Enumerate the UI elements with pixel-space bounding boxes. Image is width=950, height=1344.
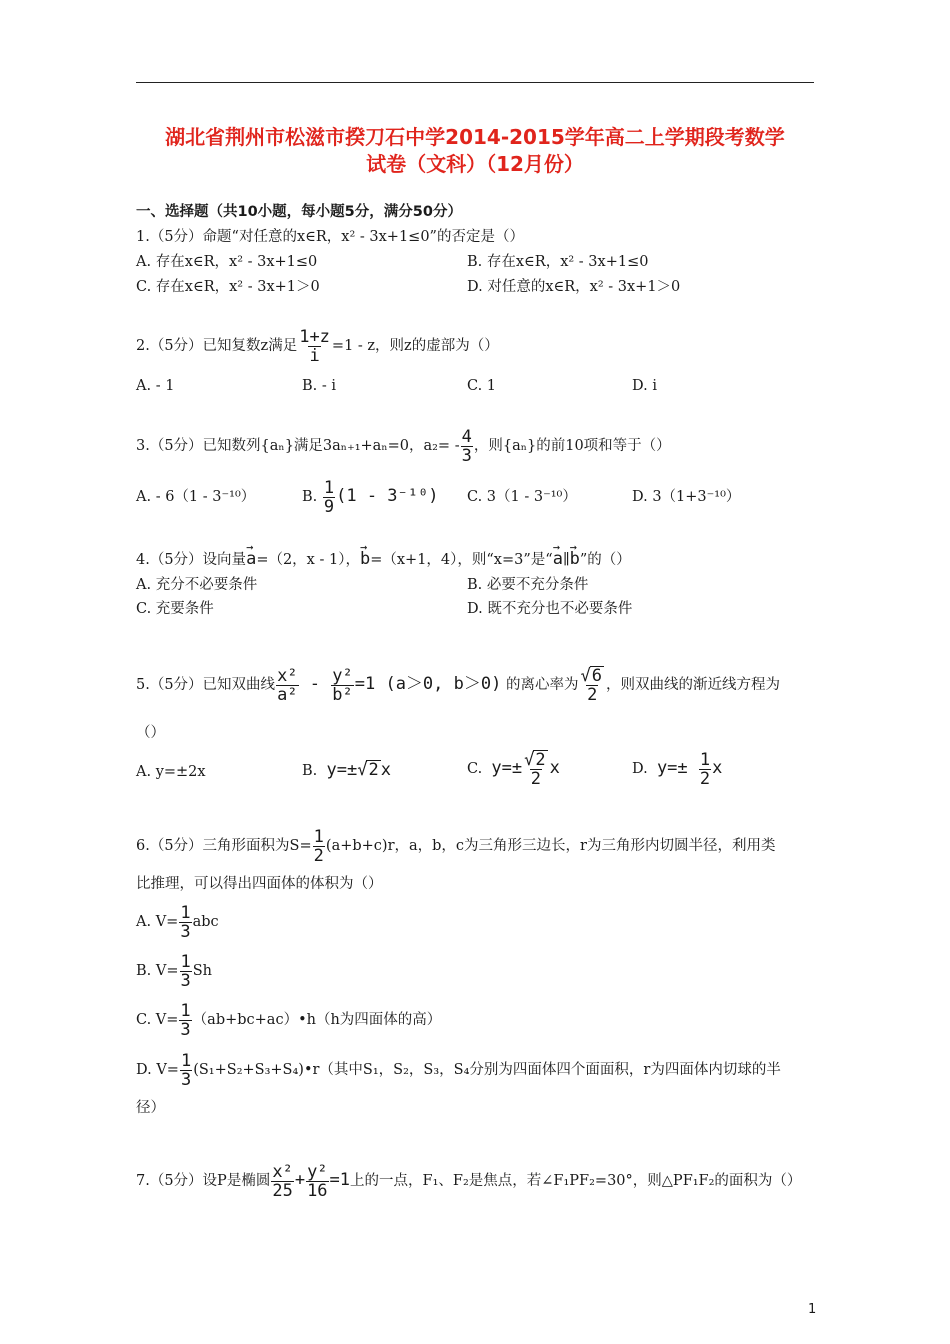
q6-half-den: 2 bbox=[313, 845, 324, 866]
q5-option-b-pre: y=± bbox=[326, 760, 358, 780]
q6-option-d-line2: 径） bbox=[136, 1100, 165, 1116]
q4-part3: =（x+1，4），则“x=3”是“ bbox=[370, 552, 553, 568]
q5-post: ，则双曲线的渐近线方程为 bbox=[605, 677, 780, 693]
q6-option-c-frac bbox=[179, 1002, 191, 1039]
q3-option-b-post: (1 - 3⁻¹⁰) bbox=[336, 486, 439, 506]
q2-pre: 2.（5分）已知复数z满足 bbox=[136, 338, 298, 354]
q3-option-b-den: 9 bbox=[323, 496, 335, 517]
q5-option-b-radicand: 2 bbox=[368, 760, 379, 780]
q5-mid2: 的离心率为 bbox=[501, 677, 579, 693]
q7-frac-x-den: 25 bbox=[272, 1180, 293, 1201]
q6-option-c-label: C. V= bbox=[136, 1012, 179, 1028]
q3-option-b-num: 1 bbox=[323, 477, 335, 498]
q3-option-b-fraction bbox=[323, 479, 335, 516]
page-number: 1 bbox=[808, 1302, 817, 1317]
q6-option-d-num: 1 bbox=[180, 1050, 192, 1071]
q5-stem bbox=[136, 662, 780, 707]
q6-option-c-den: 3 bbox=[180, 1019, 191, 1040]
q6-option-a-label: A. V= bbox=[136, 914, 179, 930]
q5-minus: - bbox=[299, 674, 331, 694]
q6-half-num: 1 bbox=[313, 826, 324, 847]
q6-option-c-post: （ab+bc+ac）•h（h为四面体的高） bbox=[192, 1012, 442, 1028]
q3-pre: 3.（5分）已知数列{aₙ}满足3aₙ₊₁+aₙ=0，a₂= - bbox=[136, 438, 460, 454]
q7-pre: 7.（5分）设P是椭圆 bbox=[136, 1173, 271, 1189]
q3-fraction-den: 3 bbox=[461, 445, 472, 466]
q1-option-b: B. 存在x∈R，x² - 3x+1≤0 bbox=[467, 254, 649, 270]
q4-vector-b2: → b bbox=[570, 550, 580, 568]
q6-option-a-num: 1 bbox=[180, 902, 191, 923]
q4-part5: ”的（） bbox=[579, 552, 631, 568]
q2-fraction-num: 1+z bbox=[299, 326, 330, 347]
q5-option-c-radicand: 2 bbox=[535, 750, 546, 770]
document-title-line2: 试卷（文科）（12月份） bbox=[366, 152, 584, 176]
q5-frac-y bbox=[331, 667, 353, 704]
q6-option-d-den: 3 bbox=[180, 1069, 192, 1090]
q3-option-b bbox=[302, 476, 438, 517]
q1-option-c: C. 存在x∈R，x² - 3x+1＞0 bbox=[136, 279, 320, 295]
q6-post: (a+b+c)r，a，b，c为三角形三边长，r为三角形内切圆半径，利用类 bbox=[325, 838, 776, 854]
q5-option-d-frac bbox=[699, 751, 711, 788]
q5-option-b-label: B. bbox=[302, 763, 318, 779]
q3-option-b-label: B. bbox=[302, 489, 318, 505]
q3-option-c: C. 3（1 - 3⁻¹⁰） bbox=[467, 489, 577, 505]
q5-option-c-post: x bbox=[549, 758, 560, 778]
section-heading: 一、选择题（共10小题，每小题5分，满分50分） bbox=[136, 204, 462, 220]
q5-frac-x-num: x² bbox=[277, 665, 298, 686]
q5-option-b-post: x bbox=[380, 760, 391, 780]
q3-option-a: A. - 6（1 - 3⁻¹⁰） bbox=[136, 489, 256, 505]
q4-vector-a2: → a bbox=[553, 550, 563, 568]
q5-option-c-frac bbox=[523, 750, 549, 788]
q6-option-b-post: Sh bbox=[192, 963, 213, 979]
q4-option-b: B. 必要不充分条件 bbox=[467, 577, 589, 593]
q1-stem: 1.（5分）命题“对任意的x∈R，x² - 3x+1≤0”的否定是（） bbox=[136, 229, 524, 245]
q2-option-b: B. - i bbox=[302, 378, 337, 394]
q6-option-b-label: B. V= bbox=[136, 963, 179, 979]
q3-stem bbox=[136, 426, 671, 466]
q6-stem-line2: 比推理，可以得出四面体的体积为（） bbox=[136, 876, 383, 892]
q6-option-b-frac bbox=[180, 953, 192, 990]
q6-option-d-frac bbox=[180, 1052, 192, 1089]
q4-vector-b: → b bbox=[360, 550, 370, 568]
header-rule bbox=[136, 82, 814, 83]
q6-option-d-label: D. V= bbox=[136, 1062, 179, 1078]
q3-fraction bbox=[461, 428, 473, 465]
q2-stem bbox=[136, 326, 499, 366]
q4-stem bbox=[136, 550, 631, 569]
q2-fraction-den: i bbox=[309, 345, 320, 366]
q4-parallel: ∥ bbox=[562, 552, 570, 568]
q5-option-d-den: 2 bbox=[699, 768, 711, 789]
q5-option-d-pre: y=± bbox=[656, 758, 698, 778]
q5-option-c bbox=[467, 744, 560, 793]
q5-e-den: 2 bbox=[587, 685, 598, 705]
q5-eccentricity bbox=[579, 666, 605, 704]
q3-post: ，则{aₙ}的前10项和等于（） bbox=[473, 438, 671, 454]
q6-option-a-post: abc bbox=[192, 914, 219, 930]
q6-option-a-frac bbox=[179, 904, 191, 941]
q6-option-b-den: 3 bbox=[180, 970, 191, 991]
q4-part2: =（2，x - 1）， bbox=[256, 552, 360, 568]
q2-post: =1 - z，则z的虚部为（） bbox=[331, 338, 499, 354]
q2-option-d: D. i bbox=[632, 378, 657, 394]
document-title-line1: 湖北省荆州市松滋市揆刀石中学2014-2015学年高二上学期段考数学 bbox=[165, 125, 785, 149]
q2-fraction bbox=[298, 328, 331, 365]
q5-e-radicand: 6 bbox=[591, 666, 602, 686]
q3-option-d: D. 3（1+3⁻¹⁰） bbox=[632, 489, 741, 505]
q5-frac-y-den: b² bbox=[332, 684, 353, 705]
q1-option-a: A. 存在x∈R，x² - 3x+1≤0 bbox=[136, 254, 318, 270]
q5-option-c-pre: y=± bbox=[491, 758, 523, 778]
q7-frac-y bbox=[306, 1163, 328, 1200]
q5-frac-x bbox=[276, 667, 298, 704]
q6-option-c bbox=[136, 1000, 441, 1040]
q7-frac-y-den: 16 bbox=[307, 1180, 328, 1201]
q7-plus: + bbox=[294, 1170, 306, 1190]
q5-e-num: √6 bbox=[580, 666, 602, 686]
q5-option-d-num: 1 bbox=[699, 749, 711, 770]
q5-option-c-den: 2 bbox=[530, 769, 541, 789]
q5-option-d-post: x bbox=[712, 758, 723, 778]
q5-pre: 5.（5分）已知双曲线 bbox=[136, 677, 276, 693]
q5-option-a: A. y=±2x bbox=[136, 764, 206, 780]
q6-pre: 6.（5分）三角形面积为S= bbox=[136, 838, 312, 854]
q7-frac-x bbox=[271, 1163, 293, 1200]
q7-eq: =1 bbox=[329, 1170, 351, 1190]
q6-option-d bbox=[136, 1050, 781, 1090]
q7-frac-x-num: x² bbox=[272, 1161, 293, 1182]
q5-option-d-label: D. bbox=[632, 761, 648, 777]
q6-option-c-num: 1 bbox=[180, 1000, 191, 1021]
q5-frac-y-num: y² bbox=[332, 665, 353, 686]
q2-option-c: C. 1 bbox=[467, 378, 497, 394]
q5-mid: =1 (a＞0, b＞0) bbox=[354, 674, 502, 694]
q6-half bbox=[313, 828, 325, 865]
q5-option-c-num: √2 bbox=[524, 750, 546, 770]
q5-frac-x-den: a² bbox=[277, 684, 298, 705]
q4-option-d: D. 既不充分也不必要条件 bbox=[467, 601, 633, 617]
q7-frac-y-num: y² bbox=[307, 1161, 328, 1182]
q5-option-c-label: C. bbox=[467, 761, 483, 777]
q4-option-c: C. 充要条件 bbox=[136, 601, 214, 617]
q6-option-d-post: (S₁+S₂+S₃+S₄)•r（其中S₁，S₂，S₃，S₄分别为四面体四个面面积，r为四面体内切球的半 bbox=[193, 1062, 781, 1078]
q5-option-b-root: √2 bbox=[357, 760, 379, 780]
q5-option-d bbox=[632, 744, 722, 793]
q1-option-d: D. 对任意的x∈R，x² - 3x+1＞0 bbox=[467, 279, 681, 295]
q4-vector-a: → a bbox=[246, 550, 256, 568]
q6-option-a-den: 3 bbox=[180, 921, 191, 942]
q4-part1: 4.（5分）设向量 bbox=[136, 552, 247, 568]
q6-option-b bbox=[136, 951, 212, 991]
q6-option-b-num: 1 bbox=[180, 951, 191, 972]
q7-stem bbox=[136, 1158, 801, 1203]
q6-option-a bbox=[136, 902, 219, 942]
q5-option-b bbox=[302, 760, 391, 780]
q3-fraction-num: 4 bbox=[461, 426, 472, 447]
q2-option-a: A. - 1 bbox=[136, 378, 175, 394]
q6-stem bbox=[136, 826, 775, 866]
q4-option-a: A. 充分不必要条件 bbox=[136, 577, 258, 593]
q5-paren: （） bbox=[136, 725, 165, 741]
q7-post: 上的一点，F₁、F₂是焦点，若∠F₁PF₂=30°，则△PF₁F₂的面积为（） bbox=[350, 1173, 802, 1189]
